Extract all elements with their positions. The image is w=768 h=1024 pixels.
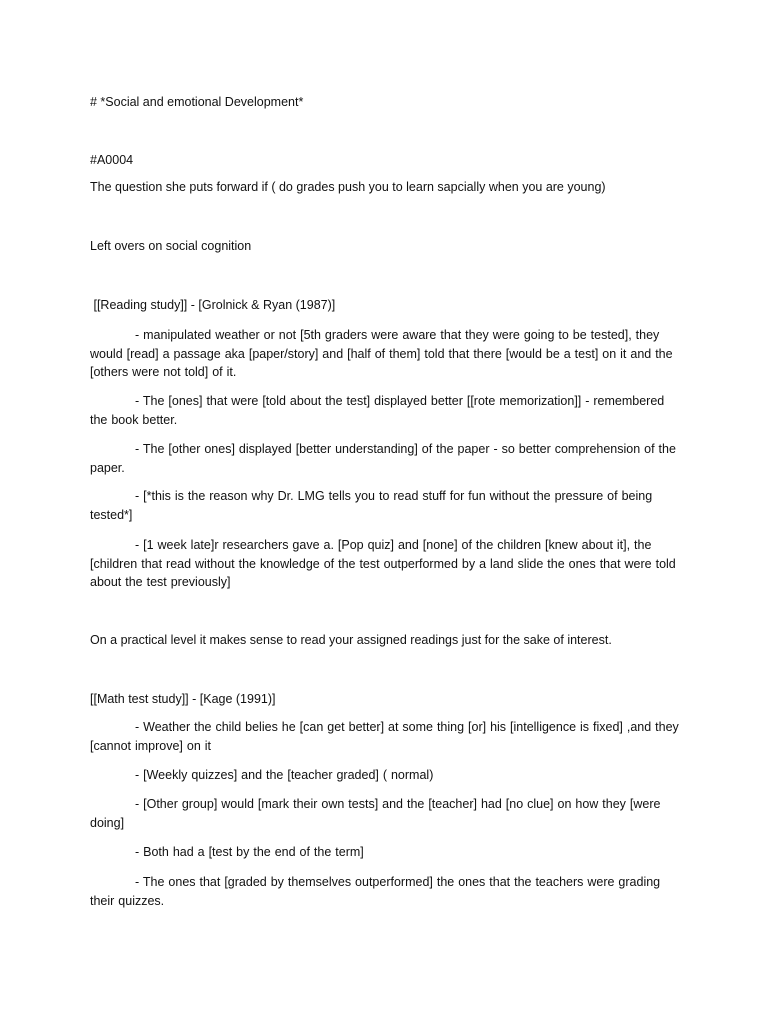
section-leftovers: Left overs on social cognition (90, 239, 252, 253)
reading-point: - The [other ones] displayed [better understanding] of the paper - so better comprehension of the paper. (90, 442, 676, 475)
reading-study-header: [[Reading study]] - [Grolnick & Ryan (1987)] (90, 298, 336, 312)
math-point: - The ones that [graded by themselves outperformed] the ones that the teachers were grading their quizzes. (90, 875, 661, 908)
reading-point: - [1 week late]r researchers gave a. [Pop quiz] and [none] of the children [knew about it], the [children that read without the knowledge of the test outperformed by a land slide the ones that were told about the test previously] (90, 538, 676, 589)
document-tag: #A0004 (90, 153, 134, 167)
math-point: - [Other group] would [mark their own tests] and the [teacher] had [no clue] on how they [were doing] (90, 797, 661, 830)
reading-point: - The [ones] that were [told about the test] displayed better [[rote memorization]] - remembered the book better. (90, 394, 665, 427)
math-point: - [Weekly quizzes] and the [teacher graded] ( normal) (135, 768, 434, 782)
reading-point: - [*this is the reason why Dr. LMG tells you to read stuff for fun without the pressure of being tested*] (90, 489, 653, 522)
reading-point: - manipulated weather or not [5th graders were aware that they were going to be tested], they would [read] a passage aka [paper/story] and [half of them] told that there [would be a test] on it and the [others were not told] of it. (90, 328, 673, 379)
practical-note: On a practical level it makes sense to read your assigned readings just for the sake of interest. (90, 633, 612, 647)
document-heading: # *Social and emotional Development* (90, 95, 304, 109)
math-study-header: [[Math test study]] - [Kage (1991)] (90, 692, 276, 706)
math-point: - Both had a [test by the end of the term] (135, 845, 364, 859)
math-point: - Weather the child belies he [can get better] at some thing [or] his [intelligence is fixed] ,and they [cannot improve] on it (90, 720, 679, 753)
question-line: The question she puts forward if ( do grades push you to learn sapcially when you are young) (90, 180, 606, 194)
